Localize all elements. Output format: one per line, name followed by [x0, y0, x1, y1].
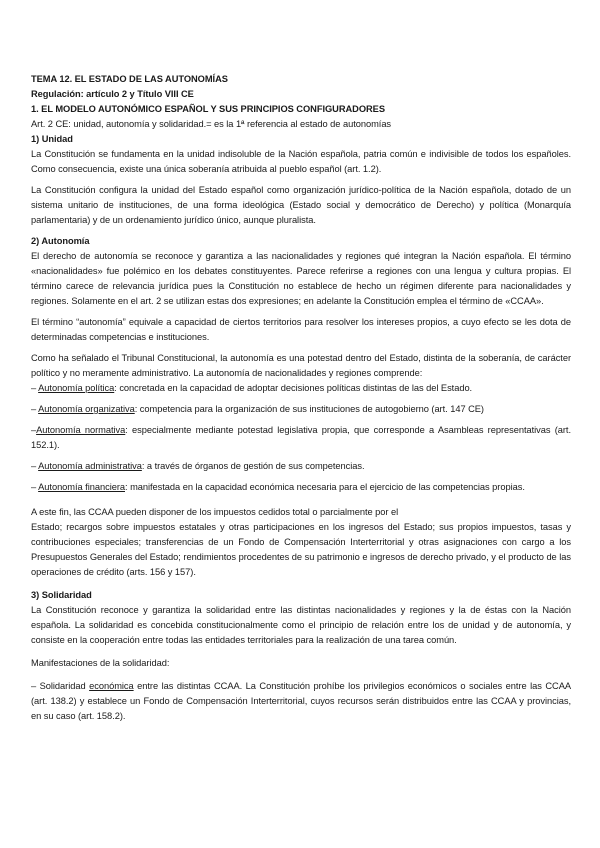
item-term: Autonomía política — [38, 383, 115, 393]
autonomia-item — [31, 459, 571, 474]
document-body — [31, 72, 571, 724]
unidad-heading: 1) Unidad — [31, 134, 73, 144]
item-text: entre las distintas CCAA. La Constitución prohíbe los privilegios económicos o sociales entre las CCAA (art. 138.2) y establece un Fondo de Compensación Interterritorial, cuyos recursos serán distribuidos entre las CCAA y provincias, en su caso (art. 158.2). — [31, 681, 571, 721]
autonomia-paragraph-1: El derecho de autonomía se reconoce y garantiza a las nacionalidades y regiones qué integran la Nación española. El término «nacionalidades» fue polémico en los debates constituyentes. Parece referirse a regiones con una lengua y cultura propias. El término carece de relevancia jurídica pues la Constitución no establece de hecho un régimen diferente para nacionalidades y regiones. Solamente en el art. 2 se utilizan estas dos expresiones; en adelante la Constitución emplea el término de «CCAA». — [31, 251, 571, 306]
autonomia-item — [31, 480, 571, 495]
item-text: : concretada en la capacidad de adoptar decisiones políticas distintas de las del Estado. — [114, 383, 473, 393]
solidaridad-heading: 3) Solidaridad — [31, 590, 92, 600]
financiera-paragraph-rest: Estado; recargos sobre impuestos estatales y otras participaciones en los ingresos del Estado; sus propios impuestos, tasas y contribuciones especiales; transferencias de un Fondo de Compensación Interterritorial y otras asignaciones con cargo a los Presupuestos Generales del Estado; rendimientos procedentes de su patrimonio e ingresos de derecho privado, y el producto de las operaciones de crédito (arts. 156 y 157). — [31, 522, 571, 577]
section-heading: 1. EL MODELO AUTONÓMICO ESPAÑOL Y SUS PRINCIPIOS CONFIGURADORES — [31, 104, 385, 114]
item-dash: – — [31, 461, 39, 471]
financiera-paragraph-start: A este fin, las CCAA pueden disponer de los impuestos cedidos total o parcialmente por el — [31, 507, 399, 517]
autonomia-item — [31, 381, 571, 396]
item-text: : a través de órganos de gestión de sus competencias. — [141, 461, 365, 471]
item-term: Autonomía financiera — [38, 482, 125, 492]
art2-line: Art. 2 CE: unidad, autonomía y solidaridad.= es la 1ª referencia al estado de autonomías — [31, 119, 392, 129]
autonomia-item — [31, 402, 571, 417]
autonomia-paragraph-2: El término “autonomía” equivale a capacidad de ciertos territorios para resolver los intereses propios, a cuyo efecto se les dota de determinadas competencias e instituciones. — [31, 317, 571, 342]
solidaridad-paragraph-1: La Constitución reconoce y garantiza la solidaridad entre las distintas nacionalidades y regiones y la de éstas con la Nación española. La solidaridad es concebida constitucionalmente como el principio de relación entre los de unidad y de autonomía, y consiste en la cooperación entre todas las entidades territoriales para la realización de una tarea común. — [31, 605, 571, 645]
item-term: Autonomía organizativa — [38, 404, 135, 414]
item-term: económica — [89, 681, 134, 691]
item-text: : especialmente mediante potestad legislativa propia, que corresponde a Asambleas representativas (art. 152.1). — [31, 425, 572, 450]
item-dash: – — [31, 482, 39, 492]
item-term: Autonomía administrativa — [38, 461, 142, 471]
document-title: TEMA 12. EL ESTADO DE LAS AUTONOMÍAS — [31, 74, 228, 84]
item-text: : competencia para la organización de sus instituciones de autogobierno (art. 147 CE) — [134, 404, 484, 414]
item-text: : manifestada en la capacidad económica necesaria para el ejercicio de las competencias propias. — [125, 482, 525, 492]
item-dash: – — [31, 404, 39, 414]
unidad-paragraph-2: La Constitución configura la unidad del Estado español como organización jurídico-política de la Nación española, dotado de un sistema unitario de instituciones, de una forma ideológica (Estado social y democrático de Derecho) y política (Monarquía parlamentaria) y de un ordenamiento jurídico único, aunque pluralista. — [31, 185, 571, 225]
item-dash: – — [31, 425, 37, 435]
autonomia-item — [31, 423, 571, 453]
autonomia-heading: 2) Autonomía — [31, 236, 90, 246]
item-lead: – Solidaridad — [31, 681, 90, 691]
solidaridad-item — [31, 679, 571, 724]
unidad-paragraph-1: La Constitución se fundamenta en la unidad indisoluble de la Nación española, patria común e indivisible de todos los españoles. Como consecuencia, existe una única soberanía atribuida al pueblo español (art. 1.2). — [31, 149, 571, 174]
autonomia-paragraph-3: Como ha señalado el Tribunal Constitucional, la autonomía es una potestad dentro del Estado, distinta de la soberanía, de carácter político y no meramente administrativo. La autonomía de nacionalidades y regiones comprende: — [31, 353, 571, 378]
solidaridad-paragraph-2: Manifestaciones de la solidaridad: — [31, 658, 170, 668]
item-term: Autonomía normativa — [36, 425, 126, 435]
item-dash: – — [31, 383, 39, 393]
regulation-line: Regulación: artículo 2 y Título VIII CE — [31, 89, 194, 99]
